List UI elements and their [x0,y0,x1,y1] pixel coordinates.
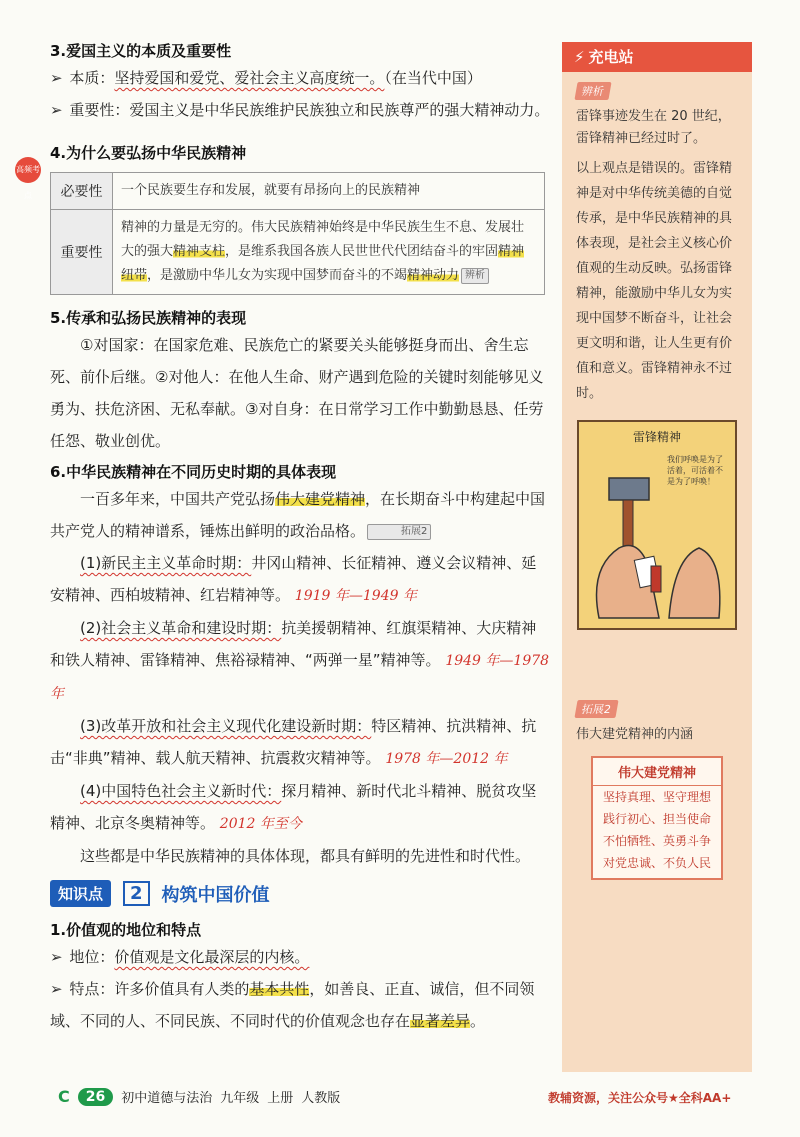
cartoon-title: 雷锋精神 [632,430,681,444]
frequent-exam-badge: 高频考点 [15,157,41,183]
period-item-4 [50,775,550,840]
importance-cell [113,210,545,295]
period-label: (2)社会主义革命和建设时期： [80,619,282,637]
essence-text: 坚持爱国和爱党、爱社会主义高度统一。 [114,69,385,87]
spirit-line: 坚持真理、坚守理想 [602,790,711,804]
lightning-icon: ⚡ [574,48,585,66]
highlight-spirit-bond: 精神纽带 [121,244,525,283]
kp-number: 2 [123,881,150,906]
section-3-title: 3.爱国主义的本质及重要性 [50,42,232,60]
period-item-3 [50,710,550,775]
importance-label: 重要性： [69,101,130,119]
section-6-title: 6.中华民族精神在不同历史时期的具体表现 [50,463,337,481]
spirit-title: 伟大建党精神 [593,758,721,786]
importance-text-a: 精神的力量是无穷的。伟大民族精神始终是中华民族生生不息、发展壮大的强大 [121,220,525,259]
spirit-line: 践行初心、担当使命 [602,812,711,826]
intro-text-a: 一百多年来，中国共产党弘扬 [80,490,276,508]
kp-label: 知识点 [50,880,111,907]
feature-text-b: ，如善良、正直、诚信，但不同领域、不同的人、不同民族、不同时代的价值观念也存在 [50,980,535,1030]
section-6-summary: 这些都是中华民族精神的具体体现，都具有鲜明的先进性和时代性。 [80,847,531,865]
footer-promo: 教辅资源，关注公众号★全科AA+ [548,1091,732,1105]
knowledge-point-header [50,880,550,907]
period-note: 1949 年—1978 年 [50,653,550,702]
grade: 九年级 [220,1091,260,1106]
sidebar [562,42,752,1072]
extension-title: 伟大建党精神的内涵 [576,727,694,742]
essence-line [50,62,550,94]
period-text: 抗美援朝精神、红旗渠精神、大庆精神和铁人精神、雷锋精神、焦裕禄精神、“两弹一星”精神等。 [50,619,537,669]
spirit-line: 对党忠诚、不负人民 [602,856,711,870]
values-status [50,941,550,973]
period-item-1 [50,547,550,612]
necessity-text: 一个民族要生存和发展，就要有昂扬向上的民族精神 [113,173,545,210]
highlight-party-spirit: 伟大建党精神 [275,490,366,508]
book-title: 初中道德与法治 [121,1091,213,1106]
feature-text-a: 许多价值具有人类的 [114,980,250,998]
sidebar-header [562,42,752,72]
values-feature [50,973,550,1037]
analysis-tag: 辨析 [461,268,489,284]
intro-text-b: ，在长期奋斗中构建起中国共产党人的精神谱系，锤炼出鲜明的政治品格。 [50,490,546,540]
edition: 人教版 [301,1091,341,1106]
table-row [51,210,545,295]
footer [58,1087,340,1106]
highlight-common: 基本共性 [249,980,310,998]
period-label: (4)中国特色社会主义新时代： [80,782,282,800]
values-title: 1.价值观的地位和特点 [50,921,202,939]
sidebar-claim: 雷锋事迹发生在 20 世纪，雷锋精神已经过时了。 [576,109,731,146]
feature-label: 特点： [69,980,115,998]
importance-head: 重要性 [51,210,113,295]
period-note: 2012 年至今 [219,816,302,832]
period-label: (3)改革开放和社会主义现代化建设新时期： [80,717,372,735]
page-number: 26 [78,1088,113,1106]
importance-text: 爱国主义是中华民族维护民族独立和民族尊严的强大精神动力。 [129,101,550,119]
party-spirit-box [591,756,723,880]
highlight-spirit-pillar: 精神支柱 [173,244,226,259]
period-note: 1919 年—1949 年 [294,588,417,604]
sidebar-header-label: 充电站 [588,48,634,66]
period-item-2 [50,612,550,710]
essence-label: 本质： [69,69,115,87]
spirit-table [50,172,545,295]
highlight-spirit-power: 精神动力 [407,268,460,283]
spirit-line: 不怕牺牲、英勇斗争 [602,834,711,848]
period-label: (1)新民主主义革命时期： [80,554,252,572]
extension-tag: 拓展2 [367,524,431,540]
status-text: 价值观是文化最深层的内核。 [114,948,310,966]
period-note: 1978 年—2012 年 [385,751,508,767]
period-text: 特区精神、抗洪精神、抗击“非典”精神、载人航天精神、抗震救灾精神等。 [50,717,537,767]
period-text: 井冈山精神、长征精神、遵义会议精神、延安精神、西柏坡精神、红岩精神等。 [50,554,537,604]
volume: 上册 [267,1091,294,1106]
section-5-text: ①对国家：在国家危难、民族危亡的紧要关头能够挺身而出、舍生忘死、前仆后继。②对他人：在他人生命、财产遇到危险的关键时刻能够见义勇为、扶危济困、无私奉献。③对自身：在日常学习工作中勤勤恳恳、任劳任怨、敬业创优。 [50,336,544,450]
essence-note: （在当代中国） [384,69,482,87]
copyright-icon: C [58,1087,70,1106]
table-row [51,173,545,210]
status-label: 地位： [69,948,115,966]
sidebar-extension-tag: 拓展2 [574,700,618,718]
leifeng-cartoon [577,420,737,630]
feature-text-c: 。 [470,1012,486,1030]
sidebar-analysis: 以上观点是错误的。雷锋精神是对中华传统美德的自觉传承，是中华民族精神的具体表现，是社会主义核心价值观的生动反映。弘扬雷锋精神，能激励中华儿女为实现中国梦不断奋斗，让社会更文明和谐，让人生更有价值和意义。雷锋精神永不过时。 [576,161,733,401]
section-5-title: 5.传承和弘扬民族精神的表现 [50,309,247,327]
highlight-difference: 显著差异 [410,1012,471,1030]
kp-title: 构筑中国价值 [161,884,270,906]
main-column [50,40,550,1037]
importance-text-b: ，是维系我国各族人民世世代代团结奋斗的牢固 [225,244,499,259]
necessity-head: 必要性 [51,173,113,210]
importance-text-c: ，是激励中华儿女为实现中国梦而奋斗的不竭 [147,268,408,283]
hammer-hands-illustration [579,448,735,628]
sidebar-analysis-tag: 辨析 [574,82,611,100]
cartoon-bubble: 我们呼唤是为了活着，可活着不是为了呼唤！ [667,455,723,486]
section-4-title: 4.为什么要弘扬中华民族精神 [50,144,247,162]
period-text: 探月精神、新时代北斗精神、脱贫攻坚精神、北京冬奥精神等。 [50,782,537,832]
importance-line [50,94,550,126]
section-6-intro [50,483,550,547]
